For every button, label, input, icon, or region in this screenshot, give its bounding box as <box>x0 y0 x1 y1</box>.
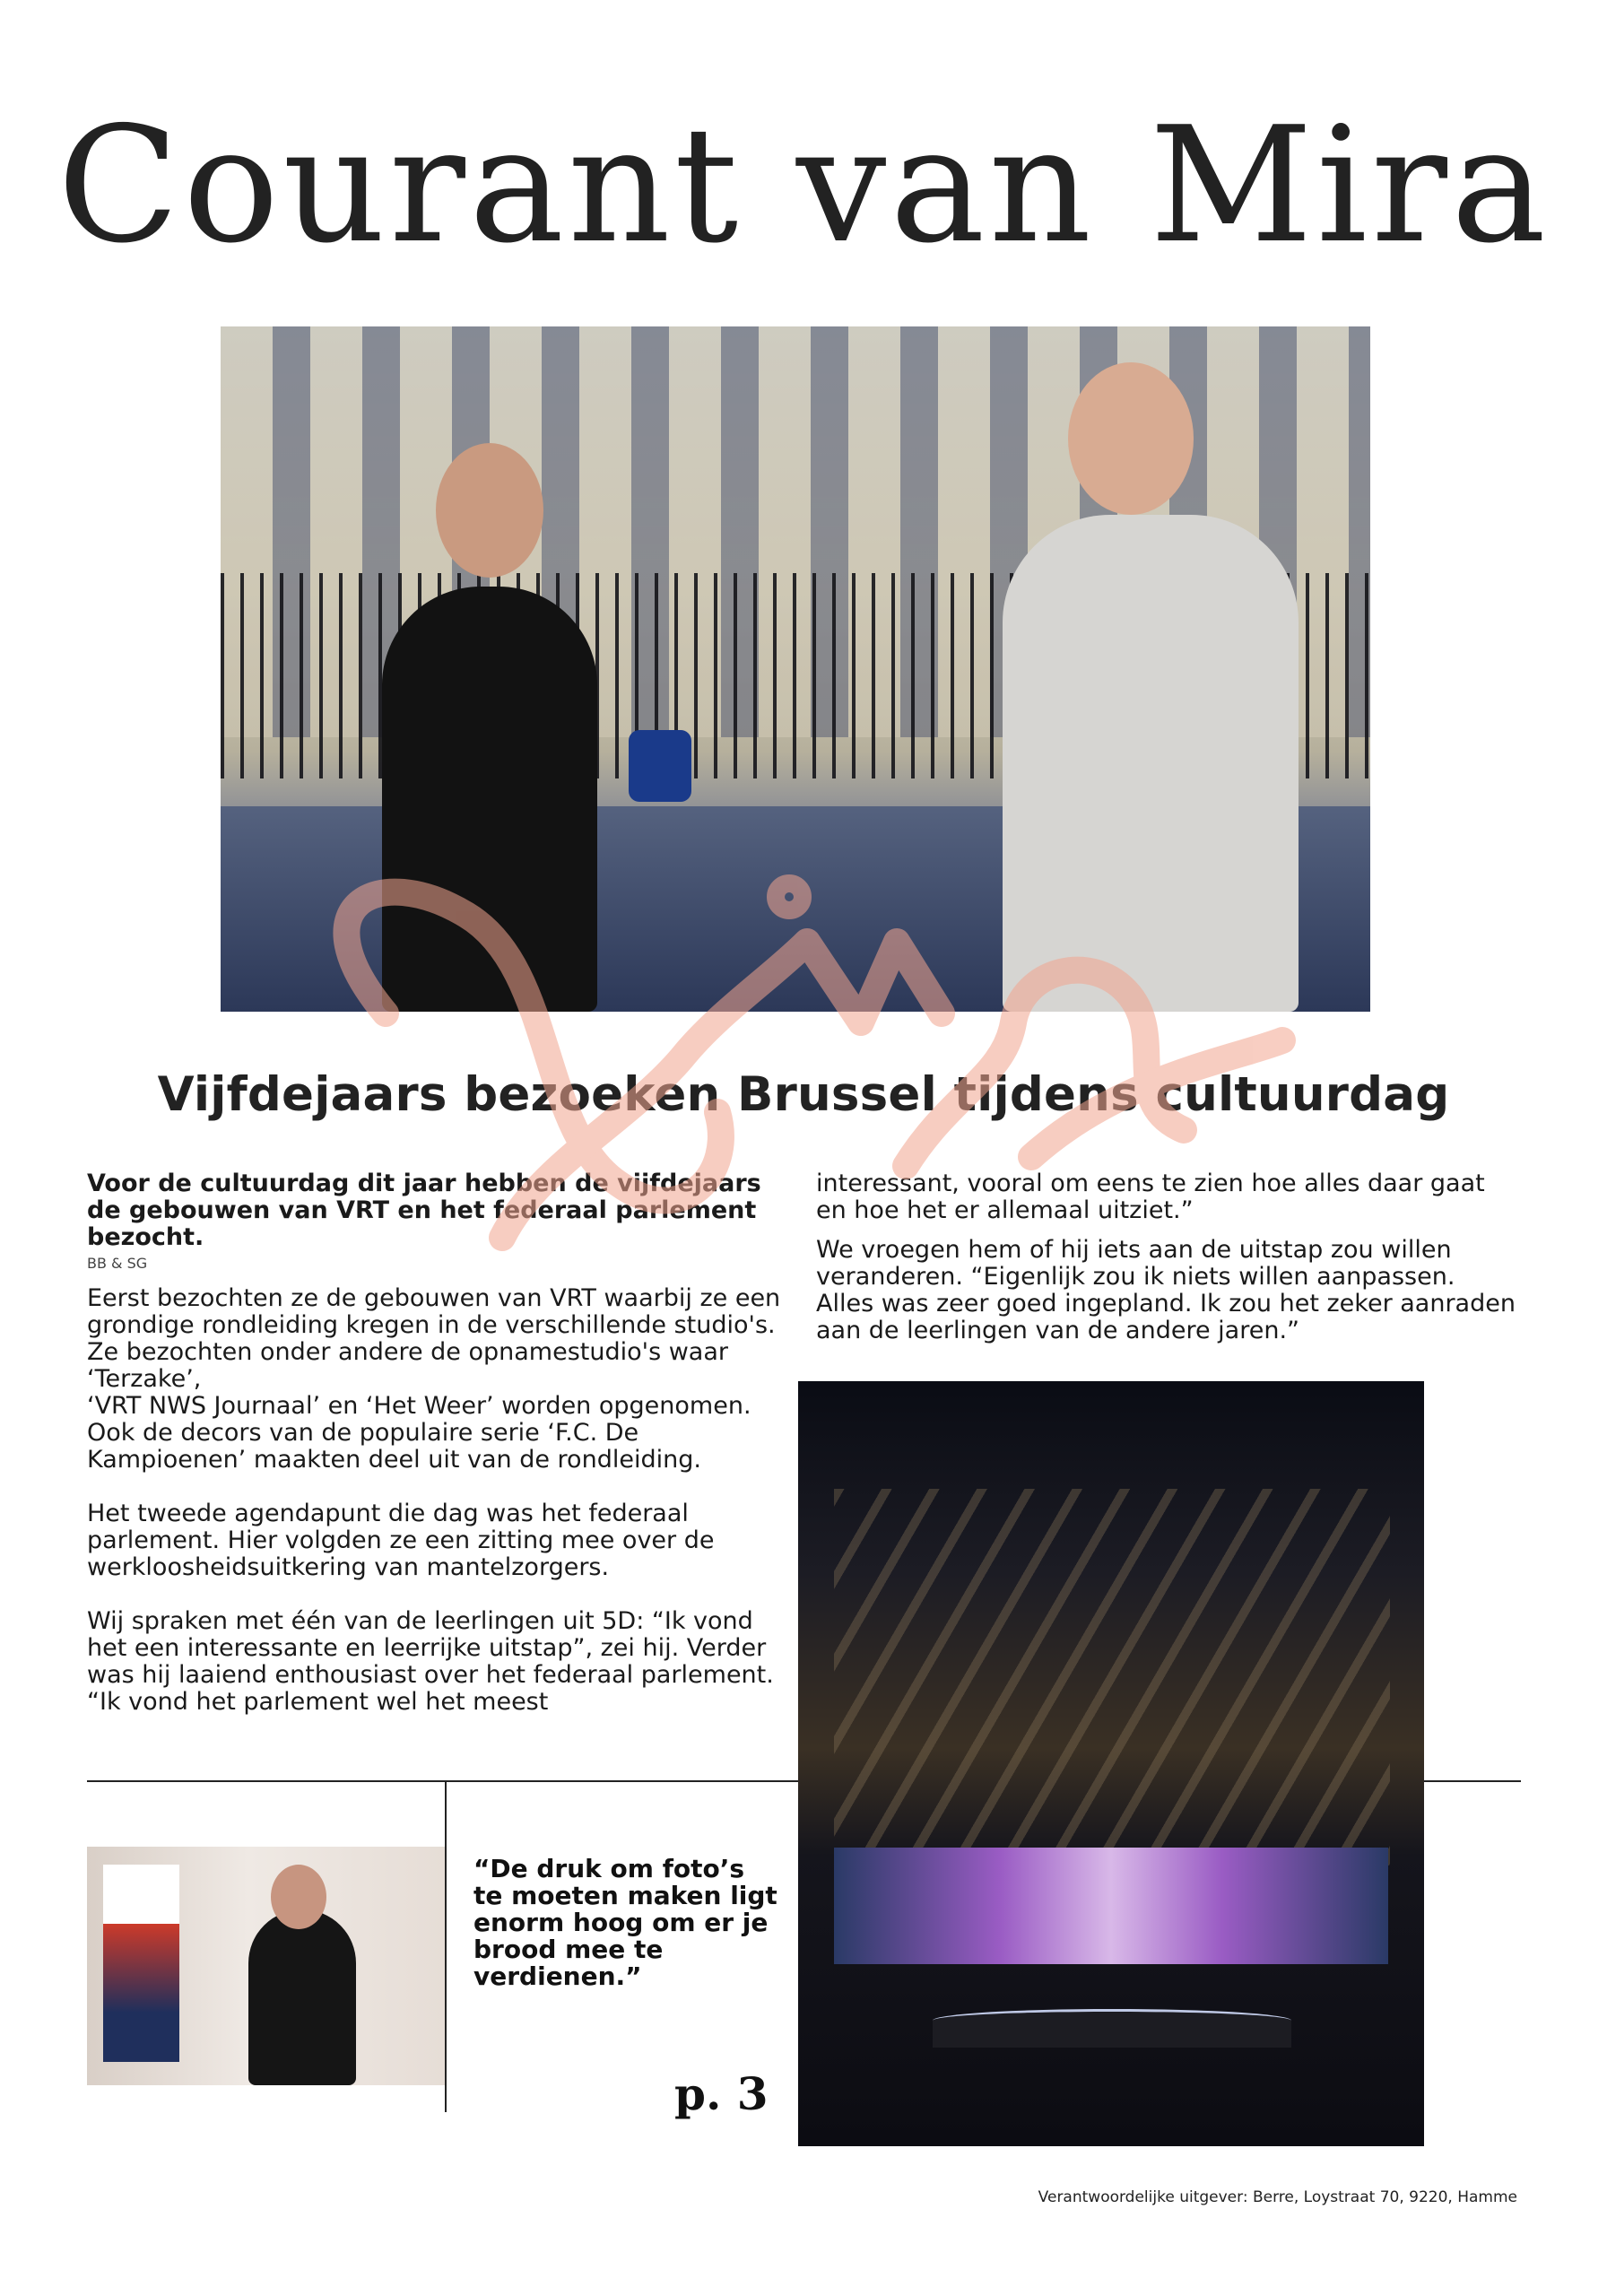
hero-student-right-head <box>1068 362 1194 515</box>
studio-screens <box>834 1848 1388 1964</box>
masthead-title: Courant van Mira <box>56 92 1551 278</box>
pull-quote: “De druk om foto’s te moeten maken ligt enorm hoog om er je brood mee te verdienen.” <box>473 1854 777 1991</box>
article-left-column <box>87 1170 786 1716</box>
article-paragraph: Eerst bezochten ze de gebouwen van VRT waarbij ze een grondige rondleiding kregen in de verschillende studio's. Ze bezochten onder andere de opnamestudio's waar ‘Terzake’, ‘VRT NWS Journaal’ en ‘Het Weer’ worden opgenomen. Ook de decors van de populaire serie ‘F.C. De Kampioenen’ maakten deel uit van de rondleiding. <box>87 1284 781 1474</box>
article-byline: BB & SG <box>87 1255 148 1272</box>
hero-student-right <box>1003 515 1299 1012</box>
photographer-figure <box>248 1909 356 2085</box>
photographer-banner <box>103 1865 179 2062</box>
article-paragraph: Wij spraken met één van de leerlingen uit 5D: “Ik vond het een interessante en leerrijke uitstap”, zei hij. Verder was hij laaiend enthousiast over het federaal parlement. “Ik vond het parlement wel het meest <box>87 1607 774 1716</box>
microphone-icon <box>629 730 691 802</box>
hero-photo <box>221 326 1370 1012</box>
quote-divider <box>445 1780 447 2112</box>
section-divider-right <box>1424 1780 1521 1782</box>
article-paragraph: Het tweede agendapunt die dag was het federaal parlement. Hier volgden ze een zitting mee over de werkloosheidsuitkering van mantelzorgers. <box>87 1500 715 1581</box>
article-paragraph: interessant, vooral om eens te zien hoe alles daar gaat en hoe het er allemaal uitziet.” <box>816 1170 1485 1224</box>
studio-photo <box>798 1381 1424 2146</box>
article-headline: Vijfdejaars bezoeken Brussel tijdens cultuurdag <box>157 1067 1450 1122</box>
article-lead: Voor de cultuurdag dit jaar hebben de vijfdejaars de gebouwen van VRT en het federaal parlement bezocht. <box>87 1170 761 1251</box>
article-paragraph: We vroegen hem of hij iets aan de uitstap zou willen veranderen. “Eigenlijk zou ik niets willen aanpassen. Alles was zeer goed ingepland. Ik zou het zeker aanraden aan de leerlingen van de andere jaren.” <box>816 1236 1516 1344</box>
photographer-head <box>271 1865 326 1929</box>
studio-desk <box>933 2009 1291 2048</box>
studio-lighting-rig <box>834 1489 1390 1866</box>
page-number: p. 3 <box>674 2067 769 2120</box>
publisher-footer: Verantwoordelijke uitgever: Berre, Loystraat 70, 9220, Hamme <box>1038 2188 1517 2206</box>
section-divider-left <box>87 1780 798 1782</box>
hero-student-left-head <box>436 443 543 578</box>
photographer-photo <box>87 1847 445 2085</box>
article-right-column <box>816 1170 1516 1344</box>
hero-student-left <box>382 587 597 1012</box>
